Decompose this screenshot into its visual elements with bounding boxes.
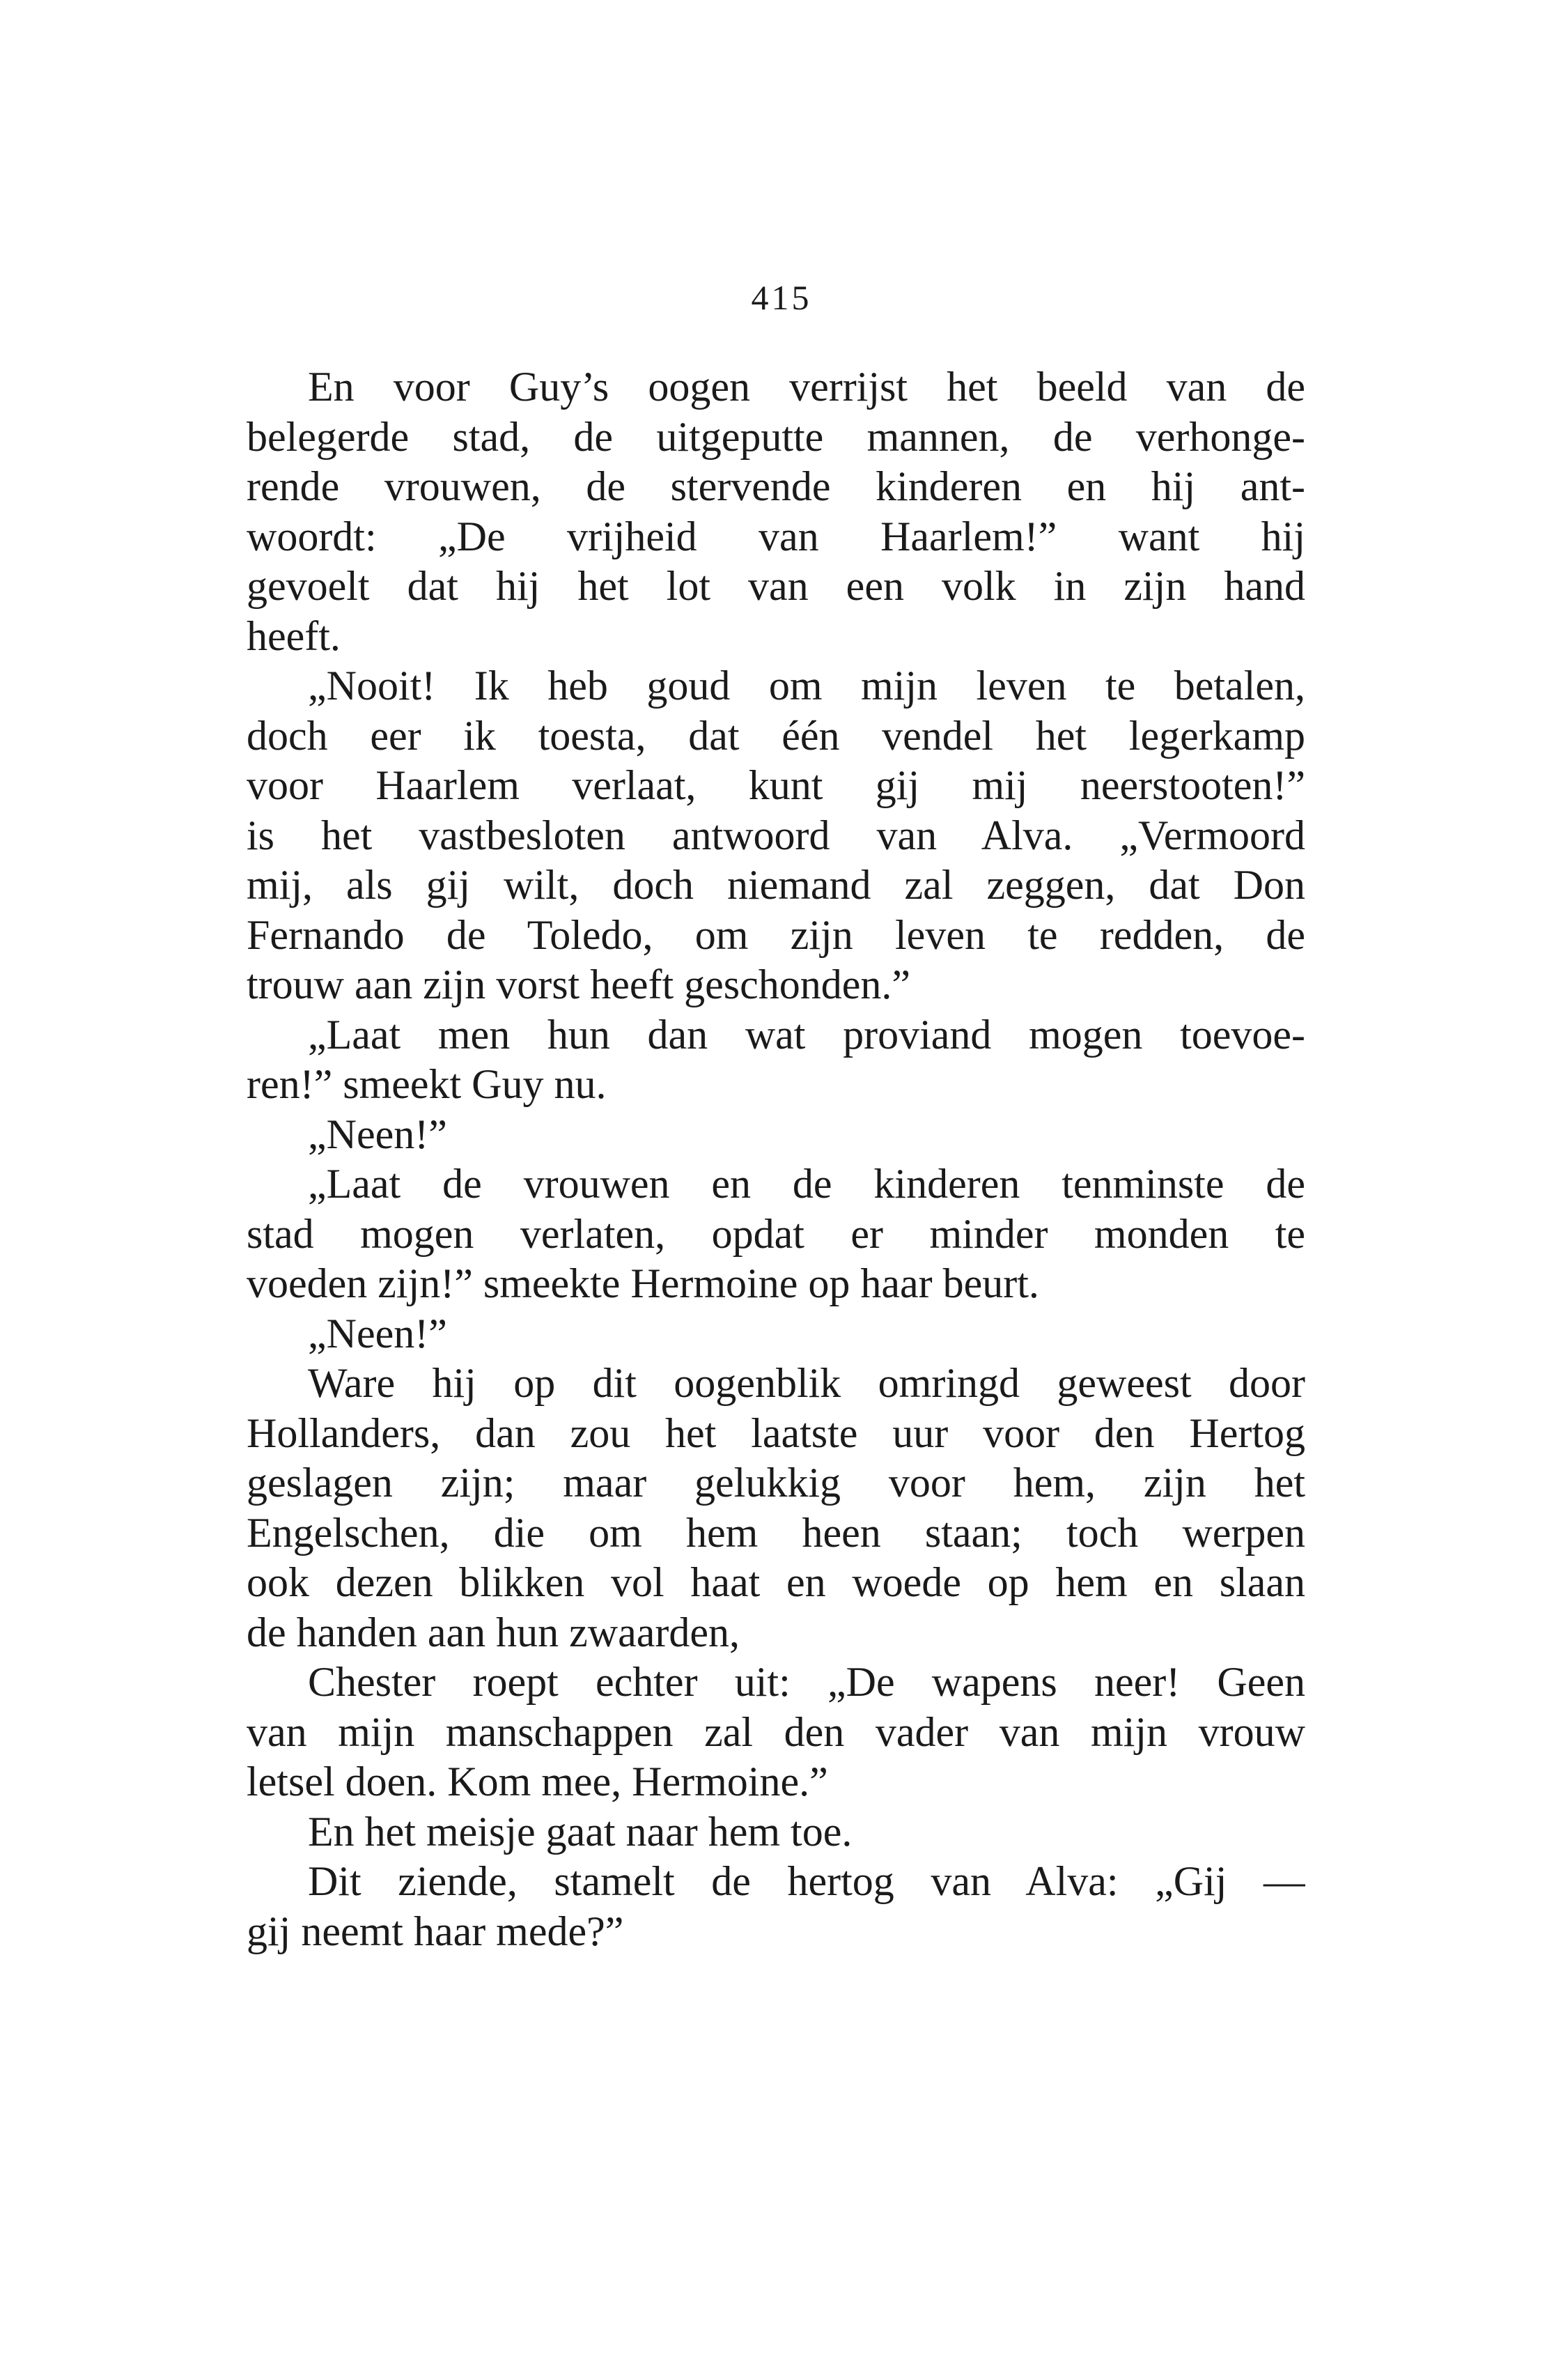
text-line-content: belegerde stad, de uitgeputte mannen, de verhonge- [247,413,1305,460]
text-line-content: trouw aan zijn vorst heeft geschonden.” [247,961,910,1007]
text-line [247,1508,1305,1559]
text-line-content: rende vrouwen, de stervende kinderen en hij ant- [247,463,1305,509]
text-line [247,612,1305,662]
text-line-content: „Laat de vrouwen en de kinderen tenminste de [308,1161,1305,1207]
text-line [247,1060,1305,1110]
text-line-content: gevoelt dat hij het lot van een volk in zijn hand [247,563,1305,609]
text-line-content: stad mogen verlaten, opdat er minder monden te [247,1210,1305,1257]
text-line-content: En voor Guy’s oogen verrijst het beeld van de [308,364,1305,410]
text-line [247,1708,1305,1758]
text-line [247,1309,1305,1359]
text-line-content: Fernando de Toledo, om zijn leven te redden, de [247,911,1305,958]
text-line [247,1907,1305,1957]
text-line-content: mij, als gij wilt, doch niemand zal zeggen, dat Don [247,862,1305,908]
text-line [247,1110,1305,1160]
text-line-content: heeft. [247,612,341,659]
text-line [247,1210,1305,1260]
text-line-content: geslagen zijn; maar gelukkig voor hem, zijn het [247,1460,1305,1506]
text-line [247,761,1305,811]
text-line [247,1409,1305,1459]
text-line-content: ren!” smeekt Guy nu. [247,1061,607,1107]
text-line [247,1757,1305,1807]
text-line [247,1159,1305,1210]
text-line-content: Engelschen, die om hem heen staan; toch werpen [247,1509,1305,1556]
text-line [247,412,1305,463]
text-line-content: En het meisje gaat naar hem toe. [308,1808,853,1855]
text-line-content: Chester roept echter uit: „De wapens neer! Geen [308,1659,1305,1705]
text-line [247,661,1305,711]
text-line [247,911,1305,961]
text-line-content: Ware hij op dit oogenblik omringd geweest door [308,1360,1305,1406]
text-line [247,1807,1305,1857]
text-line [247,960,1305,1010]
text-line-content: de handen aan hun zwaarden, [247,1609,740,1655]
text-line [247,512,1305,562]
text-line [247,1857,1305,1907]
text-line-content: gij neemt haar mede?” [247,1908,624,1954]
text-line-content: Hollanders, dan zou het laatste uur voor den Hertog [247,1409,1305,1456]
text-line [247,860,1305,911]
text-line-content: voeden zijn!” smeekte Hermoine op haar beurt. [247,1260,1039,1306]
text-line-content: letsel doen. Kom mee, Hermoine.” [247,1759,828,1805]
text-line-content: doch eer ik toesta, dat één vendel het legerkamp [247,712,1305,759]
text-line-content: voor Haarlem verlaat, kunt gij mij neerstooten!” [247,762,1305,808]
text-line-content: ook dezen blikken vol haat en woede op hem en slaan [247,1559,1305,1605]
text-line-content: woordt: „De vrijheid van Haarlem!” want hij [247,513,1305,559]
text-line [247,1359,1305,1409]
text-line [247,1010,1305,1060]
body-text [247,362,1305,1956]
text-line [247,1259,1305,1309]
text-line-content: „Nooit! Ik heb goud om mijn leven te betalen, [308,663,1305,709]
text-line [247,811,1305,861]
text-line-content: „Neen!” [308,1310,447,1357]
text-line [247,1608,1305,1658]
text-line-content: Dit ziende, stamelt de hertog van Alva: „Gij — [308,1858,1305,1904]
text-line [247,1458,1305,1508]
text-line [247,1558,1305,1608]
text-line [247,462,1305,512]
text-line-content: is het vastbesloten antwoord van Alva. „Vermoord [247,812,1305,858]
text-line-content: „Neen!” [308,1111,447,1157]
text-line [247,362,1305,412]
text-line [247,1658,1305,1708]
page-number: 415 [751,278,812,317]
text-line [247,562,1305,612]
text-line-content: „Laat men hun dan wat proviand mogen toevoe- [308,1011,1305,1058]
text-line [247,711,1305,762]
text-line-content: van mijn manschappen zal den vader van mijn vrouw [247,1708,1305,1755]
